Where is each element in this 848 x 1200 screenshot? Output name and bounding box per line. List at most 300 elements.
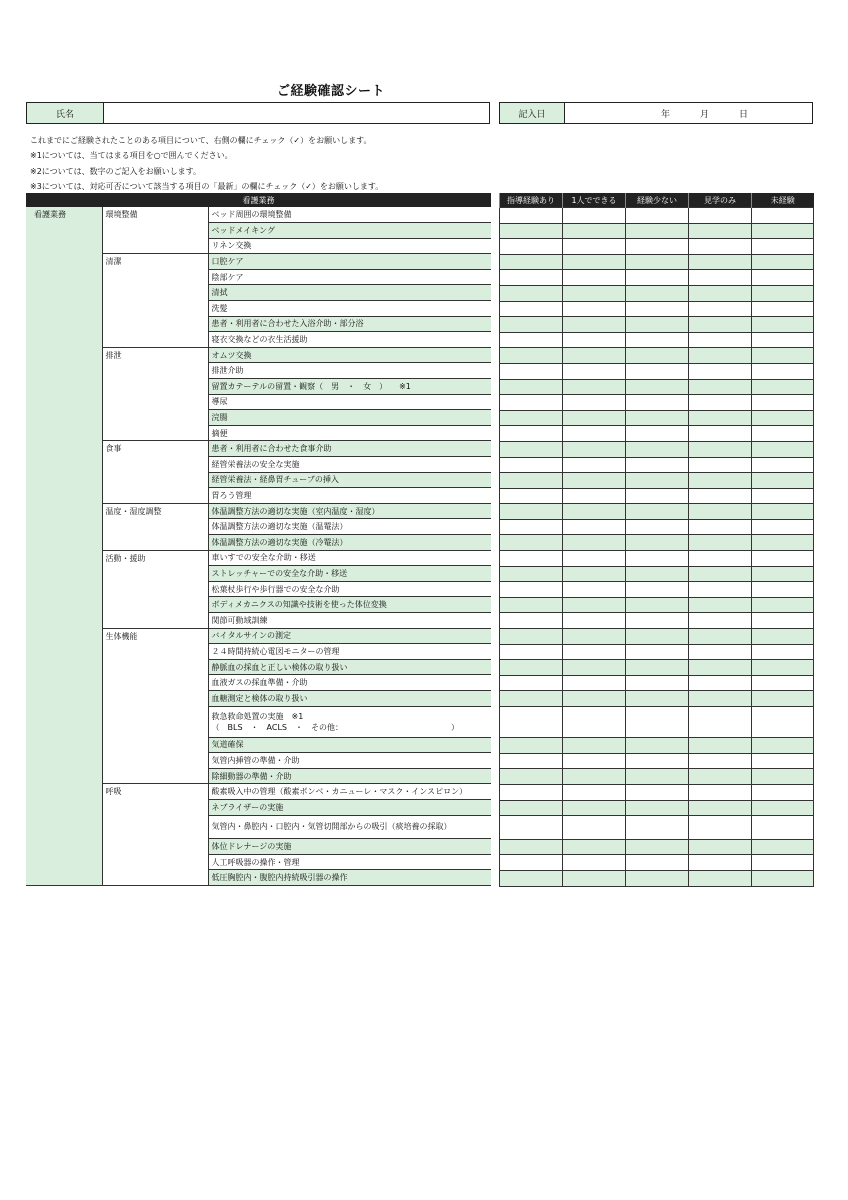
check-cell[interactable] (689, 597, 752, 613)
task-item: 患者・利用者に合わせた入浴介助・部分浴 (208, 316, 491, 332)
check-cell[interactable] (563, 441, 626, 457)
check-cell[interactable] (626, 223, 689, 239)
check-cell[interactable] (563, 691, 626, 707)
subcategory-cell: 呼吸 (102, 784, 208, 886)
check-cell[interactable] (500, 395, 563, 411)
check-cell[interactable] (689, 800, 752, 816)
check-cell[interactable] (689, 379, 752, 395)
check-cell[interactable] (626, 301, 689, 317)
checklist-row (500, 839, 814, 855)
check-cell[interactable] (752, 597, 814, 613)
check-cell[interactable] (752, 644, 814, 660)
check-cell[interactable] (689, 535, 752, 551)
check-cell[interactable] (689, 473, 752, 489)
checklist-row (500, 285, 814, 301)
check-cell[interactable] (752, 208, 814, 224)
task-item: 経管栄養法の安全な実施 (208, 457, 491, 473)
instruction-line: ※1については、当てはまる項目を○で囲んでください。 (30, 151, 233, 161)
check-cell[interactable] (752, 613, 814, 629)
check-cell[interactable] (500, 441, 563, 457)
check-cell[interactable] (626, 566, 689, 582)
check-cell[interactable] (626, 660, 689, 676)
check-cell[interactable] (626, 855, 689, 871)
check-cell[interactable] (626, 208, 689, 224)
task-item: 血糖測定と検体の取り扱い (208, 690, 491, 706)
check-cell[interactable] (752, 582, 814, 598)
date-day-label: 日 (739, 109, 749, 120)
checklist-row (500, 769, 814, 785)
check-cell[interactable] (626, 473, 689, 489)
check-cell[interactable] (752, 363, 814, 379)
check-cell[interactable] (563, 488, 626, 504)
check-cell[interactable] (500, 784, 563, 800)
check-cell[interactable] (626, 800, 689, 816)
check-cell[interactable] (689, 675, 752, 691)
check-cell[interactable] (626, 426, 689, 442)
check-cell[interactable] (500, 660, 563, 676)
check-cell[interactable] (752, 270, 814, 286)
check-cell[interactable] (689, 753, 752, 769)
check-cell[interactable] (752, 870, 814, 886)
check-cell[interactable] (500, 535, 563, 551)
check-cell[interactable] (626, 738, 689, 754)
check-column-header: 経験少ない (626, 193, 689, 208)
check-cell[interactable] (626, 644, 689, 660)
check-cell[interactable] (626, 551, 689, 567)
checklist-row (500, 504, 814, 520)
task-item: 排泄介助 (208, 363, 491, 379)
task-item: ネブライザーの実施 (208, 800, 491, 816)
check-cell[interactable] (500, 753, 563, 769)
check-cell[interactable] (689, 223, 752, 239)
check-cell[interactable] (500, 800, 563, 816)
check-cell[interactable] (752, 379, 814, 395)
check-cell[interactable] (752, 317, 814, 333)
subcategory-cell: 環境整備 (102, 207, 208, 254)
check-cell[interactable] (752, 301, 814, 317)
check-cell[interactable] (752, 504, 814, 520)
check-cell[interactable] (626, 691, 689, 707)
task-row (26, 207, 491, 223)
check-cell[interactable] (752, 675, 814, 691)
check-cell[interactable] (626, 504, 689, 520)
check-cell[interactable] (563, 457, 626, 473)
check-cell[interactable] (563, 301, 626, 317)
check-cell[interactable] (626, 363, 689, 379)
check-cell[interactable] (689, 285, 752, 301)
task-table (26, 193, 491, 886)
task-table-header: 看護業務 (26, 193, 491, 207)
task-item: 洗髪 (208, 301, 491, 317)
checklist-row (500, 738, 814, 754)
check-column-header: 見学のみ (689, 193, 752, 208)
check-cell[interactable] (689, 348, 752, 364)
checklist-row (500, 753, 814, 769)
check-cell[interactable] (563, 839, 626, 855)
checklist-row (500, 597, 814, 613)
checklist-row (500, 800, 814, 816)
instruction-line: ※3については、対応可否について該当する項目の「最新」の欄にチェック（✓）をお願いします。 (30, 181, 384, 191)
check-cell[interactable] (689, 769, 752, 785)
check-cell[interactable] (563, 239, 626, 255)
check-cell[interactable] (689, 410, 752, 426)
check-cell[interactable] (500, 769, 563, 785)
task-item: 気道確保 (208, 737, 491, 753)
check-cell[interactable] (500, 582, 563, 598)
check-cell[interactable] (500, 223, 563, 239)
task-item: 体位ドレナージの実施 (208, 839, 491, 855)
check-cell[interactable] (500, 348, 563, 364)
task-item: ボディメカニクスの知識や技術を使った体位変換 (208, 597, 491, 613)
check-cell[interactable] (752, 332, 814, 348)
date-row (499, 102, 813, 124)
task-item: 導尿 (208, 394, 491, 410)
check-cell[interactable] (752, 254, 814, 270)
check-cell[interactable] (752, 753, 814, 769)
checklist-row (500, 301, 814, 317)
check-cell[interactable] (500, 870, 563, 886)
check-cell[interactable] (563, 473, 626, 489)
check-cell[interactable] (752, 535, 814, 551)
check-cell[interactable] (500, 363, 563, 379)
check-cell[interactable] (500, 644, 563, 660)
task-item: ２４時間持続心電図モニターの管理 (208, 644, 491, 660)
check-cell[interactable] (626, 784, 689, 800)
check-cell[interactable] (689, 613, 752, 629)
check-cell[interactable] (563, 519, 626, 535)
check-cell[interactable] (689, 691, 752, 707)
check-cell[interactable] (500, 707, 563, 738)
check-column-header: 指導経験あり (500, 193, 563, 208)
checklist-row (500, 239, 814, 255)
check-cell[interactable] (689, 254, 752, 270)
task-item: 酸素吸入中の管理（酸素ボンベ・カニューレ・マスク・インスピロン） (208, 784, 491, 800)
check-cell[interactable] (500, 691, 563, 707)
check-cell[interactable] (689, 519, 752, 535)
check-cell[interactable] (626, 582, 689, 598)
check-cell[interactable] (689, 504, 752, 520)
check-cell[interactable] (752, 566, 814, 582)
check-cell[interactable] (752, 410, 814, 426)
task-item: オムツ交換 (208, 347, 491, 363)
check-cell[interactable] (563, 870, 626, 886)
checklist-table (499, 193, 814, 887)
check-cell[interactable] (563, 332, 626, 348)
check-cell[interactable] (752, 223, 814, 239)
check-cell[interactable] (626, 870, 689, 886)
task-item: ベッドメイキング (208, 223, 491, 239)
check-cell[interactable] (563, 816, 626, 840)
check-cell[interactable] (689, 855, 752, 871)
check-cell[interactable] (752, 519, 814, 535)
check-cell[interactable] (689, 784, 752, 800)
task-item: 松葉杖歩行や歩行器での安全な介助 (208, 581, 491, 597)
check-cell[interactable] (563, 855, 626, 871)
checklist-row (500, 426, 814, 442)
check-cell[interactable] (563, 769, 626, 785)
check-cell[interactable] (500, 504, 563, 520)
check-cell[interactable] (752, 707, 814, 738)
check-cell[interactable] (563, 317, 626, 333)
name-row (26, 102, 490, 124)
check-cell[interactable] (689, 582, 752, 598)
check-cell[interactable] (626, 753, 689, 769)
checklist-row (500, 473, 814, 489)
checklist-row (500, 441, 814, 457)
check-cell[interactable] (563, 270, 626, 286)
date-field[interactable] (565, 103, 812, 123)
task-item: 除細動器の準備・介助 (208, 768, 491, 784)
check-cell[interactable] (626, 613, 689, 629)
task-item: 患者・利用者に合わせた食事介助 (208, 441, 491, 457)
check-cell[interactable] (626, 395, 689, 411)
check-cell[interactable] (500, 488, 563, 504)
check-cell[interactable] (500, 519, 563, 535)
check-cell[interactable] (500, 410, 563, 426)
checklist-row (500, 870, 814, 886)
check-cell[interactable] (563, 582, 626, 598)
task-item: ベッド周囲の環境整備 (208, 207, 491, 223)
checklist-row (500, 363, 814, 379)
task-item: 車いすでの安全な介助・移送 (208, 550, 491, 566)
check-cell[interactable] (689, 738, 752, 754)
check-cell[interactable] (563, 597, 626, 613)
check-cell[interactable] (752, 473, 814, 489)
checklist-row (500, 707, 814, 738)
check-cell[interactable] (626, 270, 689, 286)
check-cell[interactable] (626, 457, 689, 473)
page-title: ご経験確認シート (276, 84, 385, 99)
check-cell[interactable] (689, 870, 752, 886)
check-cell[interactable] (689, 660, 752, 676)
check-cell[interactable] (626, 332, 689, 348)
check-cell[interactable] (689, 426, 752, 442)
check-cell[interactable] (689, 816, 752, 840)
check-cell[interactable] (689, 488, 752, 504)
checklist-row (500, 816, 814, 840)
task-item-options: （ BLS ・ ACLS ・ その他： ） (211, 722, 459, 732)
check-cell[interactable] (626, 535, 689, 551)
checklist-row (500, 348, 814, 364)
check-cell[interactable] (626, 597, 689, 613)
instruction-line: これまでにご経験されたことのある項目について、右側の欄にチェック（✓）をお願いします。 (30, 136, 372, 145)
checklist-row (500, 675, 814, 691)
check-cell[interactable] (689, 363, 752, 379)
check-cell[interactable] (752, 239, 814, 255)
instruction-line: ※2については、数字のご記入をお願いします。 (30, 166, 201, 176)
category-cell: 看護業務 (26, 207, 102, 886)
task-item: 静脈血の採血と正しい検体の取り扱い (208, 659, 491, 675)
check-cell[interactable] (752, 800, 814, 816)
task-item: 寝衣交換などの衣生活援助 (208, 332, 491, 348)
check-cell[interactable] (626, 707, 689, 738)
check-cell[interactable] (500, 613, 563, 629)
checklist-row (500, 535, 814, 551)
check-cell[interactable] (626, 348, 689, 364)
check-cell[interactable] (752, 769, 814, 785)
task-item: 経管栄養法・経鼻胃チューブの挿入 (208, 472, 491, 488)
task-item: 気管内挿管の準備・介助 (208, 753, 491, 769)
check-cell[interactable] (752, 816, 814, 840)
check-cell[interactable] (689, 395, 752, 411)
check-cell[interactable] (752, 551, 814, 567)
check-cell[interactable] (752, 839, 814, 855)
task-item: 陰部ケア (208, 269, 491, 285)
check-cell[interactable] (563, 675, 626, 691)
check-cell[interactable] (563, 566, 626, 582)
checklist-row (500, 855, 814, 871)
name-field[interactable] (104, 103, 489, 123)
check-cell[interactable] (563, 504, 626, 520)
check-cell[interactable] (563, 254, 626, 270)
check-cell[interactable] (500, 254, 563, 270)
check-cell[interactable] (689, 332, 752, 348)
check-cell[interactable] (500, 426, 563, 442)
check-cell[interactable] (752, 426, 814, 442)
check-cell[interactable] (626, 239, 689, 255)
date-year-label: 年 (661, 109, 671, 120)
check-cell[interactable] (752, 660, 814, 676)
check-cell[interactable] (752, 395, 814, 411)
check-cell[interactable] (626, 285, 689, 301)
check-cell[interactable] (500, 332, 563, 348)
check-cell[interactable] (752, 488, 814, 504)
check-cell[interactable] (500, 675, 563, 691)
check-cell[interactable] (626, 410, 689, 426)
check-cell[interactable] (626, 629, 689, 645)
check-cell[interactable] (500, 629, 563, 645)
check-cell[interactable] (626, 519, 689, 535)
check-cell[interactable] (563, 535, 626, 551)
check-cell[interactable] (752, 691, 814, 707)
check-cell[interactable] (563, 613, 626, 629)
check-cell[interactable] (689, 551, 752, 567)
check-cell[interactable] (563, 379, 626, 395)
checklist-row (500, 660, 814, 676)
check-cell[interactable] (689, 441, 752, 457)
check-cell[interactable] (563, 395, 626, 411)
check-cell[interactable] (500, 551, 563, 567)
checklist-row (500, 691, 814, 707)
check-cell[interactable] (752, 348, 814, 364)
check-cell[interactable] (500, 301, 563, 317)
task-item: 血液ガスの採血準備・介助 (208, 675, 491, 691)
check-cell[interactable] (626, 317, 689, 333)
check-cell[interactable] (500, 855, 563, 871)
task-item-text: 救急救命処置の実施 ※1 (211, 711, 304, 721)
checklist-row (500, 582, 814, 598)
check-cell[interactable] (500, 566, 563, 582)
check-cell[interactable] (689, 707, 752, 738)
check-cell[interactable] (689, 629, 752, 645)
name-label: 氏名 (27, 103, 104, 123)
check-cell[interactable] (626, 816, 689, 840)
checklist-row (500, 784, 814, 800)
check-cell[interactable] (752, 855, 814, 871)
check-cell[interactable] (626, 839, 689, 855)
check-cell[interactable] (689, 839, 752, 855)
check-cell[interactable] (563, 410, 626, 426)
check-column-header: 未経験 (752, 193, 814, 208)
checklist-row (500, 223, 814, 239)
check-cell[interactable] (500, 239, 563, 255)
subcategory-cell: 温度・湿度調整 (102, 503, 208, 550)
check-cell[interactable] (563, 738, 626, 754)
check-cell[interactable] (626, 488, 689, 504)
check-cell[interactable] (500, 208, 563, 224)
checklist-row (500, 488, 814, 504)
checklist-row (500, 566, 814, 582)
check-cell[interactable] (563, 426, 626, 442)
check-cell[interactable] (563, 707, 626, 738)
check-cell[interactable] (563, 551, 626, 567)
check-cell[interactable] (500, 317, 563, 333)
check-cell[interactable] (689, 239, 752, 255)
check-cell[interactable] (689, 317, 752, 333)
check-cell[interactable] (689, 301, 752, 317)
check-cell[interactable] (563, 800, 626, 816)
check-cell[interactable] (563, 629, 626, 645)
checklist-row (500, 613, 814, 629)
check-cell[interactable] (563, 644, 626, 660)
check-cell[interactable] (563, 285, 626, 301)
check-cell[interactable] (752, 629, 814, 645)
check-cell[interactable] (752, 285, 814, 301)
check-cell[interactable] (689, 457, 752, 473)
check-cell[interactable] (752, 738, 814, 754)
checklist-row (500, 379, 814, 395)
check-cell[interactable] (563, 348, 626, 364)
subcategory-cell: 食事 (102, 441, 208, 503)
check-cell[interactable] (500, 285, 563, 301)
check-cell[interactable] (689, 270, 752, 286)
check-cell[interactable] (689, 566, 752, 582)
subcategory-cell: 清潔 (102, 254, 208, 348)
check-cell[interactable] (500, 457, 563, 473)
check-cell[interactable] (563, 208, 626, 224)
check-cell[interactable] (626, 675, 689, 691)
check-cell[interactable] (626, 379, 689, 395)
check-cell[interactable] (626, 441, 689, 457)
check-cell[interactable] (500, 473, 563, 489)
checklist-row (500, 208, 814, 224)
check-cell[interactable] (689, 208, 752, 224)
task-item: 関節可動域訓練 (208, 612, 491, 628)
check-cell[interactable] (500, 816, 563, 840)
check-cell[interactable] (752, 441, 814, 457)
check-cell[interactable] (500, 839, 563, 855)
check-cell[interactable] (500, 738, 563, 754)
check-cell[interactable] (689, 644, 752, 660)
task-item: 清拭 (208, 285, 491, 301)
check-cell[interactable] (500, 597, 563, 613)
check-cell[interactable] (752, 784, 814, 800)
instructions (30, 133, 383, 194)
check-cell[interactable] (626, 769, 689, 785)
check-cell[interactable] (563, 223, 626, 239)
check-cell[interactable] (563, 753, 626, 769)
date-label: 記入日 (500, 103, 565, 123)
check-cell[interactable] (626, 254, 689, 270)
checklist-row (500, 410, 814, 426)
check-cell[interactable] (563, 363, 626, 379)
checklist-row (500, 270, 814, 286)
check-cell[interactable] (500, 270, 563, 286)
check-cell[interactable] (563, 660, 626, 676)
check-cell[interactable] (563, 784, 626, 800)
check-cell[interactable] (752, 457, 814, 473)
check-cell[interactable] (500, 379, 563, 395)
